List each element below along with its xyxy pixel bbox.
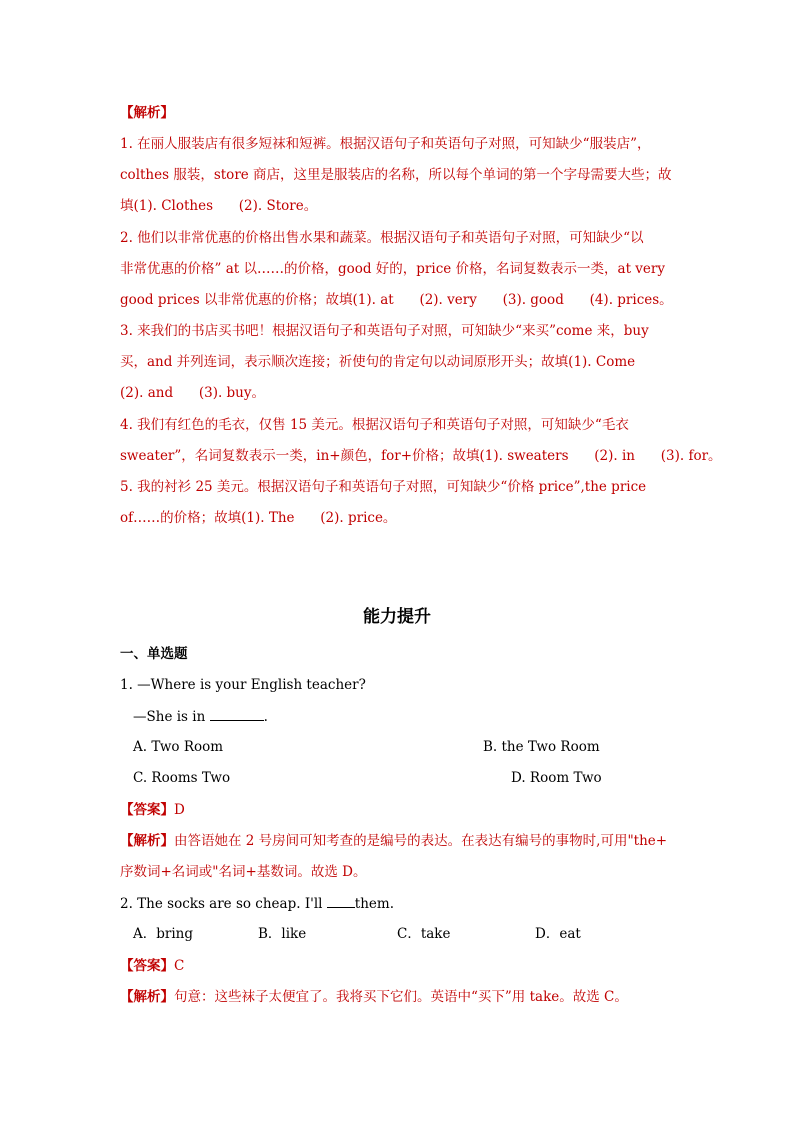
question-1-analysis-cont: 序数词+名词或"名词+基数词。故选 D。	[120, 864, 367, 880]
question-1-reply	[133, 707, 268, 726]
question-1-option-a[interactable]: A. Two Room	[133, 739, 224, 755]
question-1-reply-suffix: .	[263, 709, 268, 725]
section-title: 能力提升	[363, 607, 431, 627]
question-2-stem-prefix: 2. The socks are so cheap. I'll	[120, 896, 323, 912]
section-heading: 一、单选题	[120, 646, 188, 662]
analysis-text: 句意：这些袜子太便宜了。我将买下它们。英语中“买下”用 take。故选 C。	[174, 989, 628, 1005]
question-1-answer	[120, 801, 185, 819]
analysis-line: good prices 以非常优惠的价格；故填(1). at (2). very (3). good (4). prices。	[120, 292, 673, 308]
analysis-label: 【解析】	[120, 833, 174, 849]
question-1-option-b[interactable]: B. the Two Room	[483, 739, 600, 755]
question-1-option-c[interactable]: C. Rooms Two	[133, 770, 231, 786]
analysis-label: 【解析】	[120, 105, 174, 121]
analysis-line: 3. 来我们的书店买书吧！根据汉语句子和英语句子对照，可知缺少“来买”come 来，buy	[120, 323, 649, 339]
question-2-option-b[interactable]: B．like	[258, 926, 307, 942]
question-2-stem-suffix: them.	[354, 896, 394, 912]
analysis-text: 由答语她在 2 号房间可知考查的是编号的表达。在表达有编号的事物时,可用"the+	[174, 833, 668, 849]
analysis-line: of……的价格；故填(1). The (2). price。	[120, 510, 397, 526]
question-1-option-d[interactable]: D. Room Two	[511, 770, 602, 786]
answer-value: C	[174, 958, 185, 974]
question-2-option-d[interactable]: D．eat	[535, 926, 581, 942]
question-1-stem: 1. —Where is your English teacher?	[120, 677, 366, 693]
analysis-line: 填(1). Clothes (2). Store。	[120, 198, 318, 214]
analysis-label: 【解析】	[120, 989, 174, 1005]
question-2-analysis	[120, 988, 628, 1006]
analysis-line: (2). and (3). buy。	[120, 385, 266, 401]
analysis-line: 5. 我的衬衫 25 美元。根据汉语句子和英语句子对照，可知缺少“价格 price”,the price	[120, 479, 647, 495]
question-1-analysis	[120, 832, 667, 850]
answer-label: 【答案】	[120, 802, 174, 818]
analysis-line: 买，and 并列连词，表示顺次连接；祈使句的肯定句以动词原形开头；故填(1). Come	[120, 354, 636, 370]
analysis-line: sweater”，名词复数表示一类，in+颜色，for+价格；故填(1). sweaters (2). in (3). for。	[120, 448, 722, 464]
analysis-line: 4. 我们有红色的毛衣，仅售 15 美元。根据汉语句子和英语句子对照，可知缺少“毛衣	[120, 417, 629, 433]
analysis-line: 1. 在丽人服装店有很多短袜和短裤。根据汉语句子和英语句子对照，可知缺少“服装店”，	[120, 136, 651, 152]
answer-label: 【答案】	[120, 958, 174, 974]
analysis-line: 非常优惠的价格” at 以……的价格，good 好的，price 价格，名词复数表示一类，at very	[120, 261, 666, 277]
question-1-blank	[210, 707, 264, 721]
question-1-reply-prefix: —She is in	[133, 709, 206, 725]
question-2-answer	[120, 957, 184, 975]
answer-value: D	[174, 802, 185, 818]
question-2-stem	[120, 894, 394, 913]
analysis-line: 2. 他们以非常优惠的价格出售水果和蔬菜。根据汉语句子和英语句子对照，可知缺少“以	[120, 230, 644, 246]
question-2-option-c[interactable]: C．take	[397, 926, 451, 942]
question-2-blank	[327, 894, 355, 908]
analysis-line: colthes 服装，store 商店，这里是服装店的名称，所以每个单词的第一个字母需要大些；故	[120, 167, 672, 183]
question-2-option-a[interactable]: A．bring	[133, 926, 193, 942]
